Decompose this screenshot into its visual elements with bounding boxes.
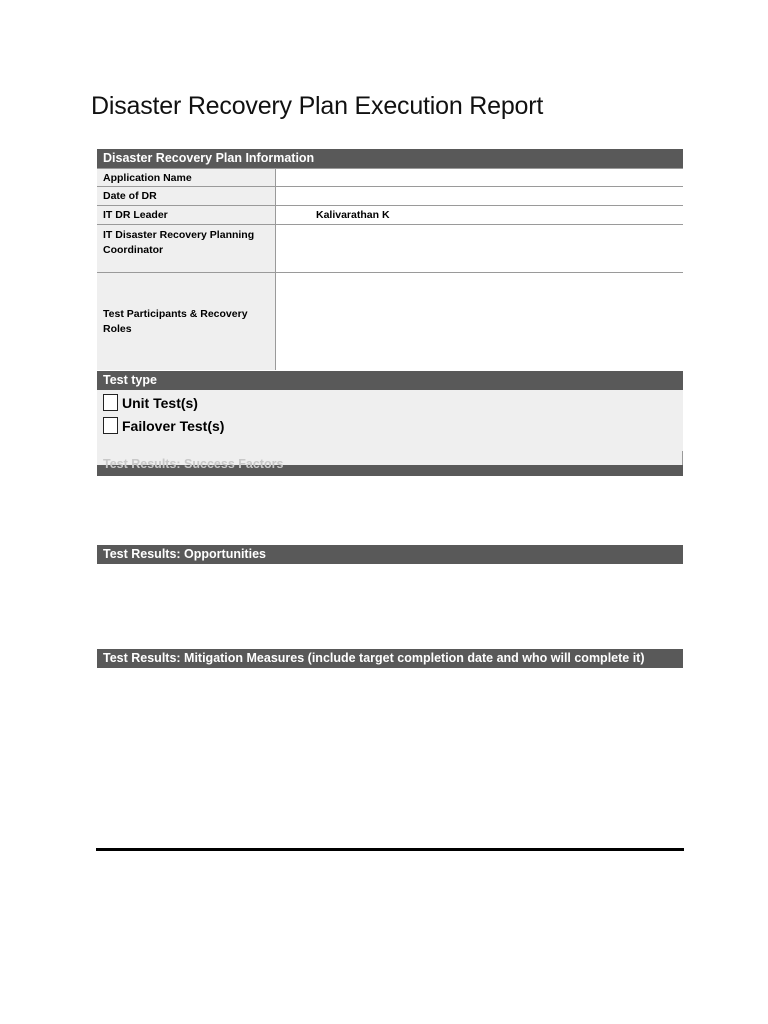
plan-info-table: [97, 168, 683, 370]
row-date-of-dr: [97, 187, 683, 206]
row-application-name: [97, 168, 683, 187]
test-participants-field[interactable]: [276, 273, 683, 370]
application-name-label: Application Name: [97, 169, 276, 186]
date-of-dr-field[interactable]: [276, 187, 683, 205]
mitigation-measures-header: Test Results: Mitigation Measures (include target completion date and who will complete it): [97, 649, 683, 668]
unit-test-option[interactable]: [103, 394, 198, 411]
row-dr-planning-coordinator: [97, 225, 683, 273]
test-type-section: [97, 390, 683, 465]
it-dr-leader-field[interactable]: Kalivarathan K: [316, 209, 390, 221]
success-factors-header: [97, 457, 683, 476]
failover-test-option[interactable]: [103, 417, 224, 434]
dr-planning-coordinator-field[interactable]: [276, 225, 683, 272]
table-edge-tick: [682, 451, 683, 465]
success-factors-label: Test Results: Success Factors: [103, 457, 284, 471]
unit-test-checkbox[interactable]: [103, 394, 118, 411]
dr-planning-coordinator-label: IT Disaster Recovery Planning Coordinator: [97, 225, 276, 272]
opportunities-header: Test Results: Opportunities: [97, 545, 683, 564]
bottom-rule: [96, 848, 684, 851]
document-title: Disaster Recovery Plan Execution Report: [91, 92, 544, 120]
unit-test-label: Unit Test(s): [122, 394, 198, 411]
test-type-header: Test type: [97, 371, 683, 390]
it-dr-leader-label: IT DR Leader: [97, 206, 276, 224]
application-name-field[interactable]: [276, 169, 683, 186]
failover-test-checkbox[interactable]: [103, 417, 118, 434]
failover-test-label: Failover Test(s): [122, 417, 225, 434]
test-participants-label: Test Participants & Recovery Roles: [97, 273, 276, 370]
row-it-dr-leader: [97, 206, 683, 225]
date-of-dr-label: Date of DR: [97, 187, 276, 205]
plan-info-header: Disaster Recovery Plan Information: [97, 149, 683, 168]
row-test-participants: [97, 273, 683, 370]
